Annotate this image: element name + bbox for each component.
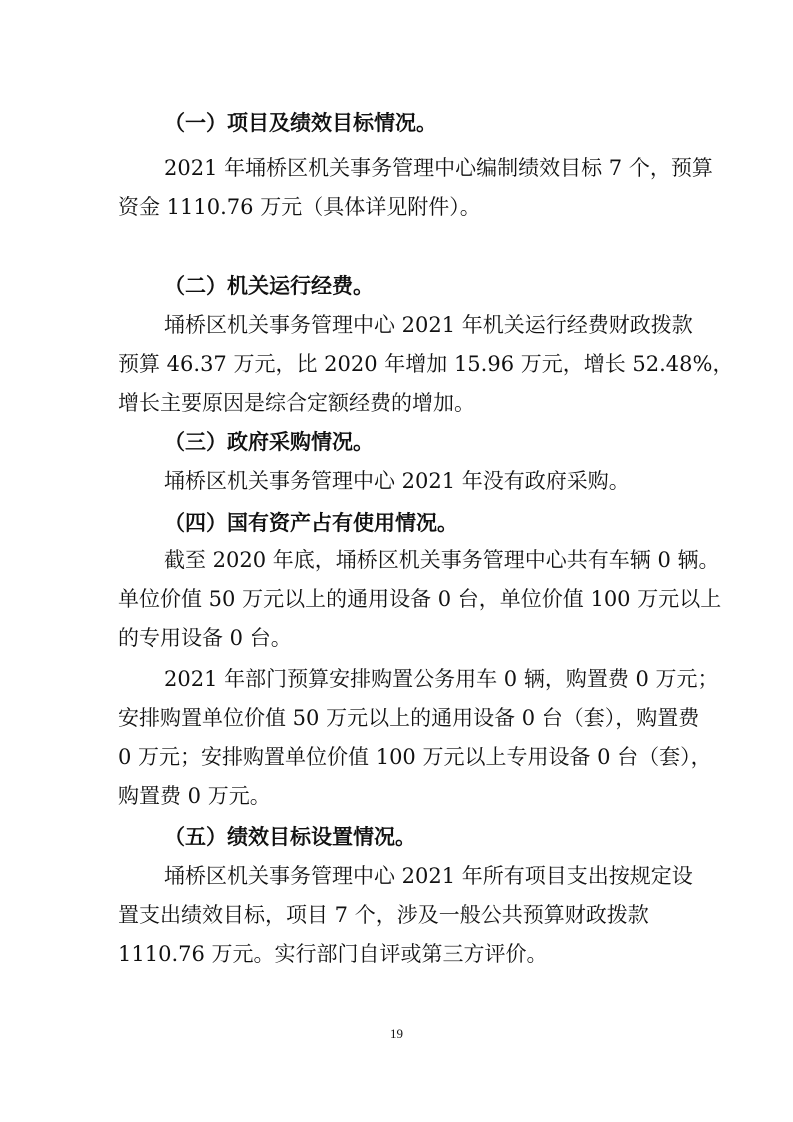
page-number: 19 [390,1026,403,1041]
paragraph-line: 埇桥区机关事务管理中心 2021 年机关运行经费财政拨款 [164,313,693,337]
section-heading-1: （一）项目及绩效目标情况。 [164,110,437,135]
section-heading-5: （五）绩效目标设置情况。 [164,824,416,849]
paragraph-line: 截至 2020 年底，埇桥区机关事务管理中心共有车辆 0 辆。 [164,548,720,572]
paragraph-line: 置支出绩效目标，项目 7 个，涉及一般公共预算财政拨款 [118,903,649,927]
section-heading-3: （三）政府采购情况。 [164,429,374,454]
paragraph-line: 购置费 0 万元。 [118,784,271,808]
paragraph-line: 1110.76 万元。实行部门自评或第三方评价。 [118,942,548,966]
paragraph-line: 0 万元；安排购置单位价值 100 万元以上专用设备 0 台（套）， [118,745,712,769]
paragraph-line: 埇桥区机关事务管理中心 2021 年没有政府采购。 [164,469,630,493]
paragraph-line: 单位价值 50 万元以上的通用设备 0 台，单位价值 100 万元以上 [118,587,722,611]
section-heading-4: （四）国有资产占有使用情况。 [164,510,458,535]
paragraph-line: 埇桥区机关事务管理中心 2021 年所有项目支出按规定设 [164,864,693,888]
paragraph-line: 预算 46.37 万元，比 2020 年增加 15.96 万元，增长 52.48%， [118,352,734,376]
paragraph-line: 增长主要原因是综合定额经费的增加。 [118,391,475,415]
paragraph-line: 的专用设备 0 台。 [118,626,292,650]
paragraph-line: 安排购置单位价值 50 万元以上的通用设备 0 台（套），购置费 [118,706,700,730]
paragraph-line: 资金 1110.76 万元（具体详见附件）。 [118,195,481,219]
paragraph-line: 2021 年埇桥区机关事务管理中心编制绩效目标 7 个，预算 [164,156,713,180]
paragraph-line: 2021 年部门预算安排购置公务用车 0 辆，购置费 0 万元； [164,667,719,691]
section-heading-2: （二）机关运行经费。 [164,273,374,298]
